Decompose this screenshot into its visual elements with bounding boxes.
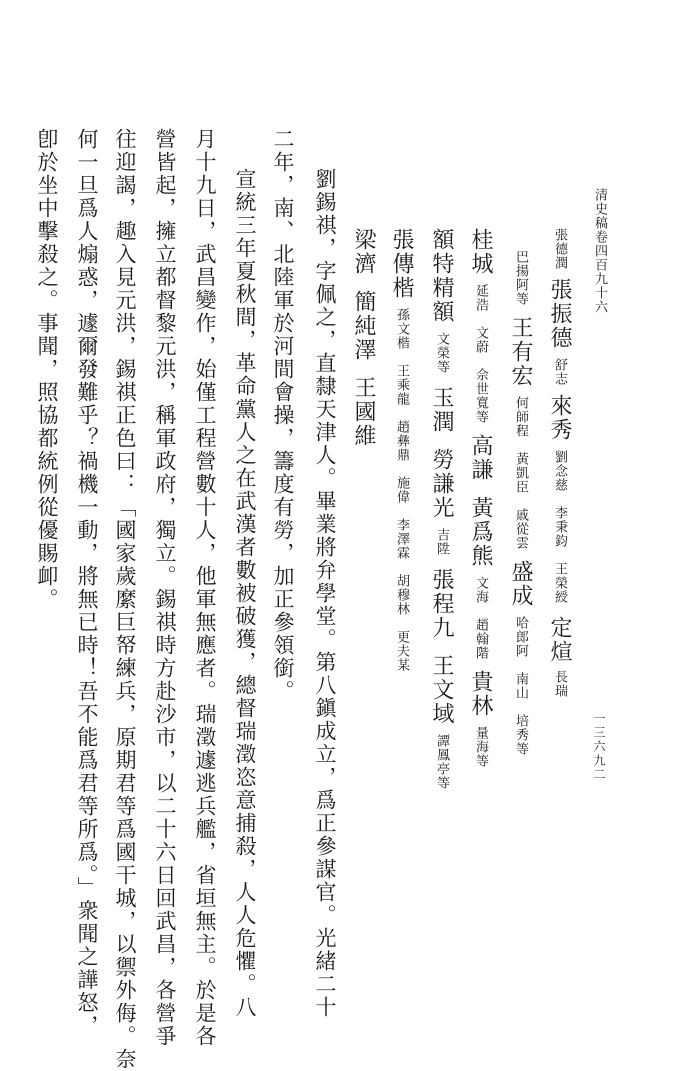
name-heading: 張程九: [429, 568, 454, 640]
name-note: 南山: [513, 672, 528, 700]
name-note: 譚鳳亭等: [434, 734, 449, 790]
name-note: 趙彝鼎: [394, 420, 409, 462]
name-note: 吉陞: [434, 528, 449, 556]
name-note: 培秀等: [513, 714, 528, 756]
name-heading: 來秀: [547, 394, 572, 442]
body-text-column: 劉錫祺，字佩之，直隸天津人。畢業將弁學堂。第八鎭成立，爲正參謀官。光緒二十: [313, 168, 337, 1019]
names-column-2: [509, 250, 531, 756]
body-text-column: 往迎謁，趣入見元洪，錫祺正色曰：「國家歲縻巨帑練兵，原期君等爲國干城，以禦外侮。奈: [113, 128, 137, 1071]
body-text-column: 宣統三年夏秋間，革命黨人之在武漢者數被破獲，總督瑞澂恣意捕殺，人人危懼。八: [233, 168, 257, 1019]
name-heading: 黃爲熊: [468, 496, 493, 568]
name-note: 黃凱臣: [513, 452, 528, 494]
name-heading: 桂城: [468, 228, 493, 276]
name-note: 王乘龍: [394, 364, 409, 406]
name-note: 趙翰階: [473, 618, 488, 660]
name-note: 胡穆林: [394, 574, 409, 616]
name-heading: 張傳楷: [389, 228, 414, 300]
names-column-4: [430, 228, 452, 790]
name-heading: 額特精額: [429, 228, 454, 324]
page-number: 一三六九二: [592, 712, 606, 782]
name-note: 何師程: [513, 396, 528, 438]
name-note: 李秉鈞: [552, 506, 567, 548]
name-heading: 勞謙光: [429, 448, 454, 520]
name-note: 巴揚阿等: [513, 250, 528, 306]
name-note: 孫文楷: [394, 308, 409, 350]
name-heading: 玉潤: [429, 386, 454, 434]
name-heading: 王有宏: [508, 316, 533, 388]
body-text-column: 卽於坐中擊殺之。事聞，照協都統例從優賜卹。: [35, 128, 59, 611]
name-heading: 張振德: [547, 278, 572, 350]
name-note: 王榮綬: [552, 562, 567, 604]
name-note: 文蔚: [473, 326, 488, 354]
body-text-column: 月十九日，武昌變作，始僅工程營數十人，他軍無應者。瑞澂遽逃兵艦，省垣無主。於是各: [193, 128, 217, 1048]
name-note: 劉念慈: [552, 450, 567, 492]
name-note: 佘世寬等: [473, 368, 488, 424]
names-column-1: [548, 228, 570, 698]
name-heading: 盛成: [508, 560, 533, 608]
body-text-column: 營皆起，擁立都督黎元洪，稱軍政府，獨立。錫祺時方赴沙市，以二十六日回武昌，各營爭: [153, 128, 177, 1048]
body-text-column: 二年，南、北陸軍於河間會操，籌度有勞，加正參領銜。: [271, 128, 295, 703]
name-heading: 梁濟: [351, 228, 376, 276]
name-note: 施偉: [394, 476, 409, 504]
name-note: 量海等: [473, 726, 488, 768]
name-note: 哈郎阿: [513, 616, 528, 658]
name-heading: 高謙: [468, 434, 493, 482]
names-column-3: [469, 228, 491, 768]
name-heading: 王文域: [429, 654, 454, 726]
name-note: 文海: [473, 576, 488, 604]
name-note: 更夫某: [394, 630, 409, 672]
body-text-column: 何一旦爲人煽惑，遽爾發難乎？禍機一動，將無已時！吾不能爲君等所爲。」衆聞之譁怒，: [75, 128, 99, 1038]
name-note: 延浩: [473, 284, 488, 312]
name-note: 張德潤: [552, 228, 567, 270]
name-heading: 定煊: [547, 616, 572, 664]
names-column-6: [352, 228, 374, 448]
name-note: 文榮等: [434, 332, 449, 374]
name-note: 戚從雲: [513, 508, 528, 550]
running-header-title: 清史稿卷四百九十六: [592, 188, 607, 314]
name-heading: 貴林: [468, 670, 493, 718]
name-heading: 簡純澤: [351, 290, 376, 362]
name-note: 長瑞: [552, 670, 567, 698]
name-heading: 王國維: [351, 376, 376, 448]
name-note: 李澤霖: [394, 518, 409, 560]
name-note: 舒志: [552, 358, 567, 386]
names-column-5: [390, 228, 412, 672]
